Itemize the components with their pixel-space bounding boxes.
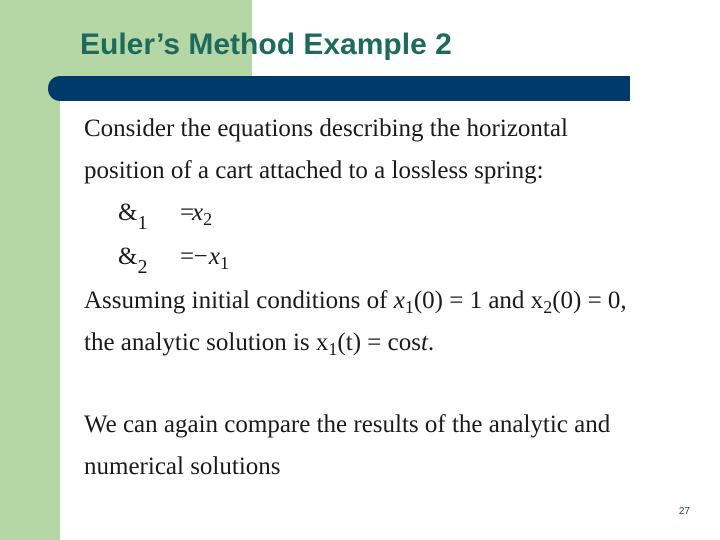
variable: x (192, 199, 204, 226)
subscript: 2 (137, 256, 148, 278)
equals-sign: = (180, 243, 195, 270)
text: Assuming initial conditions of (84, 287, 394, 314)
variable: t (420, 329, 428, 356)
text: (t) = cos (337, 329, 421, 356)
title-underline-bar (48, 76, 630, 101)
initial-conditions-line (84, 280, 694, 322)
equation-lhs (118, 236, 147, 288)
dot-glyph: & (118, 199, 138, 226)
spacer (84, 364, 694, 404)
text: (0) = 0, (552, 287, 627, 314)
equation-2 (84, 236, 694, 280)
subscript: 1 (219, 253, 229, 273)
subscript: 1 (137, 212, 148, 234)
subscript: 1 (404, 297, 414, 317)
body-line: numerical solutions (84, 453, 281, 480)
equation-rhs (192, 192, 212, 240)
solution-line (84, 322, 694, 364)
equation-1 (84, 192, 694, 236)
equation-rhs (192, 236, 229, 284)
body-line: position of a cart attached to a lossless spring: (84, 157, 544, 184)
text: (0) = 1 and x (413, 287, 544, 314)
subscript: 1 (328, 339, 338, 359)
page-number: 27 (678, 506, 690, 517)
body-line: We can again compare the results of the analytic and (84, 411, 611, 438)
text: . (427, 329, 435, 356)
text: the analytic solution is x (84, 329, 329, 356)
body-line: Consider the equations describing the horizontal (84, 115, 568, 142)
variable: −x (192, 243, 220, 270)
subscript: 2 (203, 209, 213, 229)
subscript: 2 (543, 297, 553, 317)
variable: x (393, 287, 405, 314)
slide-title: Euler’s Method Example 2 (80, 28, 452, 61)
equals-sign: = (180, 199, 195, 226)
dot-glyph: & (118, 243, 138, 270)
slide-body (84, 108, 694, 488)
